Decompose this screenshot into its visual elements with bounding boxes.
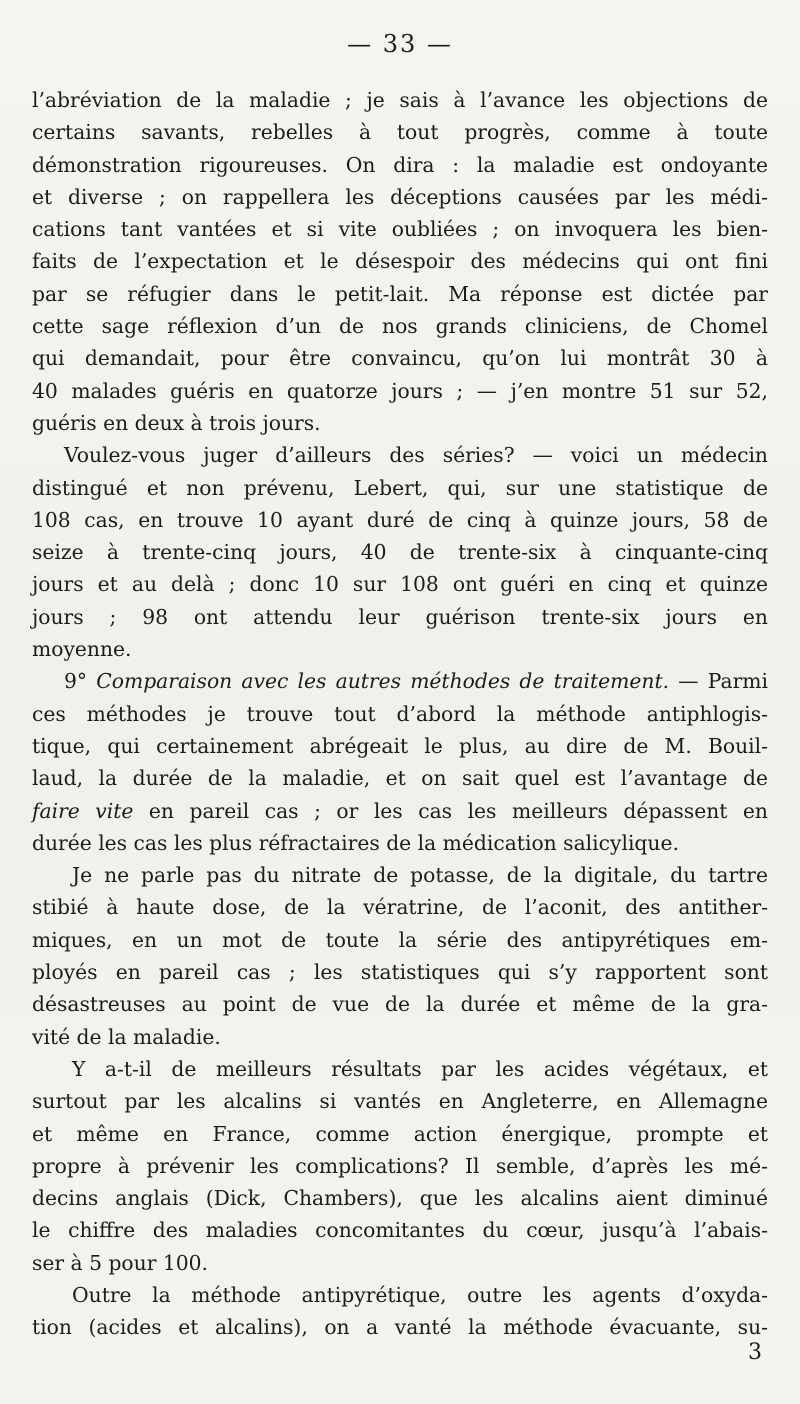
text-line: 40 malades guéris en quatorze jours ; — j’en montre 51 sur 52, <box>32 378 768 403</box>
text-line: ces méthodes je trouve tout d’abord la méthode antiphlogis- <box>32 701 768 726</box>
text-line: seize à trente-cinq jours, 40 de trente-six à cinquante-cinq <box>32 540 768 565</box>
text-line: distingué et non prévenu, Lebert, qui, sur une statistique de <box>32 475 768 500</box>
text-line: laud, la durée de la maladie, et on sait quel est l’avantage de <box>32 766 768 791</box>
text-line: et diverse ; on rappellera les déceptions causées par les médi- <box>32 184 768 209</box>
text-line: Voulez-vous juger d’ailleurs des séries? — voici un médecin <box>64 443 768 468</box>
text-line: ployés en pareil cas ; les statistiques qui s’y rapportent sont <box>32 960 768 985</box>
text-line: faits de l’expectation et le désespoir des médecins qui ont fini <box>32 249 768 274</box>
text-line: vité de la maladie. <box>32 1024 221 1049</box>
text-line: moyenne. <box>32 637 132 662</box>
text-line: par se réfugier dans le petit-lait. Ma réponse est dictée par <box>32 281 768 306</box>
text-line: tique, qui certainement abrégeait le plus, au dire de M. Bouil- <box>32 733 768 758</box>
text-line: faire vite en pareil cas ; or les cas les meilleurs dépassent en <box>32 798 768 823</box>
text-line: 9° Comparaison avec les autres méthodes de traitement. — Parmi <box>64 669 768 694</box>
text-line: certains savants, rebelles à tout progrès, comme à toute <box>32 120 768 145</box>
text-line: ser à 5 pour 100. <box>32 1250 208 1275</box>
text-line: jours ; 98 ont attendu leur guérison trente-six jours en <box>32 604 768 629</box>
text-line: cette sage réflexion d’un de nos grands cliniciens, de Chomel <box>32 314 768 339</box>
text-line: et même en France, comme action énergique, prompte et <box>32 1121 768 1146</box>
text-line: l’abréviation de la maladie ; je sais à l’avance les objections de <box>32 88 768 112</box>
text-line: surtout par les alcalins si vantés en Angleterre, en Allemagne <box>32 1089 768 1114</box>
text-line: stibié à haute dose, de la vératrine, de l’aconit, des antither- <box>32 895 768 920</box>
text-line: guéris en deux à trois jours. <box>32 410 321 435</box>
text-line: cations tant vantées et si vite oubliées ; on invoquera les bien- <box>32 217 768 242</box>
text-line: tion (acides et alcalins), on a vanté la méthode évacuante, su- <box>32 1315 768 1340</box>
text-line: démonstration rigoureuses. On dira : la maladie est ondoyante <box>32 152 768 177</box>
text-line: Je ne parle pas du nitrate de potasse, de la digitale, du tartre <box>72 863 768 888</box>
text-line: miques, en un mot de toute la série des antipyrétiques em- <box>32 927 768 952</box>
text-line: désastreuses au point de vue de la durée et même de la gra- <box>32 992 768 1017</box>
text-line: 108 cas, en trouve 10 ayant duré de cinq à quinze jours, 58 de <box>32 507 768 532</box>
body-text <box>32 84 768 1344</box>
text-line: Y a-t-il de meilleurs résultats par les acides végétaux, et <box>72 1056 768 1081</box>
signature-mark: 3 <box>748 1340 762 1365</box>
text-line: qui demandait, pour être convaincu, qu’on lui montrât 30 à <box>32 346 768 371</box>
text-line: Outre la méthode antipyrétique, outre les agents d’oxyda- <box>72 1282 768 1307</box>
text-line: decins anglais (Dick, Chambers), que les alcalins aient diminué <box>32 1186 768 1211</box>
text-line: propre à prévenir les complications? Il semble, d’après les mé- <box>32 1153 768 1178</box>
text-line: jours et au delà ; donc 10 sur 108 ont guéri en cinq et quinze <box>32 572 768 597</box>
page-number: — 33 — <box>347 30 453 58</box>
text-line: durée les cas les plus réfractaires de la médication salicylique. <box>32 830 679 855</box>
text-line: le chiffre des maladies concomitantes du cœur, jusqu’à l’abais- <box>32 1218 768 1243</box>
